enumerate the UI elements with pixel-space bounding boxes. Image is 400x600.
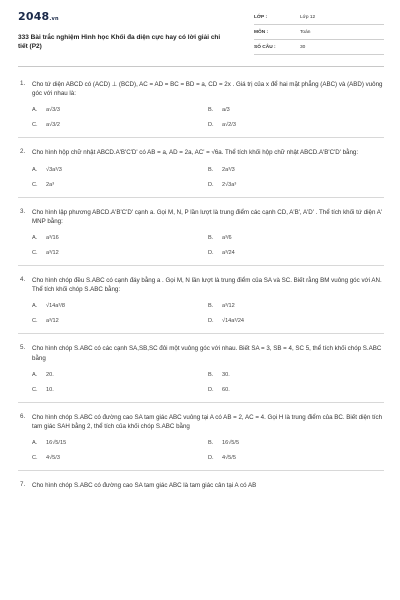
question-item [18,80,384,138]
option-value: a³/12 [46,318,59,325]
answer-option[interactable] [208,317,384,325]
option-value: 2a³ [46,181,55,188]
question-number: 1. [20,80,26,87]
answer-options [32,106,384,129]
option-label: D. [208,455,214,462]
answer-option[interactable] [208,454,384,462]
question-item [18,208,384,266]
option-value: √14a³/24 [222,318,245,325]
option-value: 10. [46,386,54,393]
question-number: 3. [20,207,26,215]
option-value: a³/12 [46,250,59,257]
option-label: D. [208,122,214,129]
question-list [18,80,384,508]
option-label: C. [32,455,38,462]
option-label: B. [208,440,214,447]
answer-options [32,166,384,189]
option-label: C. [32,318,38,325]
document-meta [254,14,384,59]
option-value: √14a³/8 [46,303,65,310]
answer-option[interactable] [32,181,208,189]
option-value: 4√5/5 [222,455,236,462]
answer-option[interactable] [32,386,208,394]
answer-option[interactable] [32,454,208,462]
meta-value: 30 [300,45,306,50]
answer-option[interactable] [32,166,208,174]
option-label: B. [208,107,214,114]
option-label: D. [208,181,214,188]
option-value: a³/16 [46,235,59,242]
question-text: Cho hình chóp S.ABC có đường cao SA tam giác ABC là tam giác cân tại A có AB [32,482,257,490]
meta-label: SỐ CÂU : [254,45,276,50]
answer-option[interactable] [208,249,384,257]
question-number: 6. [20,412,26,420]
question-text: Cho hình chóp S.ABC có các cạnh SA,SB,SC đôi một vuông góc với nhau. Biết SA = 3, SB = 4, SC 5, thể tích khối chóp S.ABC bằng [32,345,382,362]
option-label: A. [32,107,38,114]
question-item [18,344,384,402]
option-label: B. [208,235,214,242]
option-value: a³/24 [222,250,235,257]
option-value: a√3/3 [46,107,60,114]
question-text: Cho tứ diện ABCD có (ACD) ⊥ (BCD), AC = AD = BC = BD = a, CD = 2x . Giá trị của x để hai mặt phẳng (ABC) và (ABD) vuông góc với nhau là: [32,81,383,98]
question-item [18,413,384,471]
option-label: A. [32,166,38,173]
question-text: Cho hình chóp đều S.ABC có cạnh đáy bằng a . Gọi M, N lần lượt là trung điểm của SA và SC. Biết rằng BM vuông góc với AN. Thể tích khối chóp S.ABC bằng: [32,277,382,294]
option-label: C. [32,122,38,129]
question-item [18,276,384,334]
answer-option[interactable] [208,234,384,242]
question-text: Cho hình lập phương ABCD.A'B'C'D' cạnh a. Gọi M, N, P lần lượt là trung điểm các cạnh CD, A'B', A'D' . Thể tích khối tứ diện A' MNP bằng: [32,208,383,225]
option-value: a√3/2 [46,122,60,129]
meta-row-count [254,44,384,55]
meta-row-class [254,14,384,25]
answer-option[interactable] [208,106,384,114]
answer-option[interactable] [208,181,384,189]
option-label: A. [32,303,38,310]
answer-option[interactable] [208,439,384,447]
option-label: B. [208,371,214,378]
option-value: a/3 [222,107,230,114]
option-value: 20. [46,371,54,378]
answer-option[interactable] [32,121,208,129]
option-label: A. [32,440,38,447]
option-value: 4√5/3 [46,455,60,462]
option-value: 2√3a³ [222,181,237,188]
question-text: Cho hình chóp S.ABC có đường cao SA tam giác ABC vuông tại A có AB = 2, AC = 4. Gọi H là trung điểm của BC. Biết diện tích tam giác SAH bằng 2, thể tích của khối chóp S.ABC bằng [32,413,383,431]
answer-option[interactable] [208,371,384,379]
option-label: A. [32,235,38,242]
question-number: 4. [20,276,26,284]
answer-option[interactable] [32,439,208,447]
header-divider [18,66,384,67]
option-value: 2a³/3 [222,166,235,173]
document-title: 333 Bài trắc nghiệm Hình học Khối đa diện cực hay có lời giải chi tiết (P2) [18,34,221,50]
meta-value: Lớp 12 [300,15,316,20]
option-label: B. [208,166,214,173]
option-value: 60. [222,386,230,393]
option-label: A. [32,371,38,378]
document-header [18,10,384,62]
question-item [18,148,384,197]
option-label: D. [208,318,214,325]
logo-suffix: .vn [49,16,59,22]
option-value: √3a³/3 [46,166,62,173]
answer-options [32,234,384,257]
meta-row-subject [254,29,384,40]
answer-option[interactable] [208,166,384,174]
option-value: 30. [222,371,230,378]
option-value: 16√5/5 [222,440,240,447]
question-number: 2. [20,148,26,156]
question-item [18,481,384,498]
answer-options [32,439,384,462]
answer-option[interactable] [32,371,208,379]
option-value: a³/12 [222,303,235,310]
question-number: 7. [20,481,26,489]
option-label: D. [208,250,214,257]
answer-option[interactable] [32,106,208,114]
option-value: a√2/3 [222,122,236,129]
option-value: 16√5/15 [46,440,67,447]
question-text: Cho hình hộp chữ nhật ABCD.A'B'C'D' có AB = a, AD = 2a, AC' = √6a. Thể tích khối hộp chữ nhật ABCD.A'B'C'D' bằng: [32,149,359,157]
answer-options [32,371,384,394]
answer-option[interactable] [208,302,384,310]
question-number: 5. [20,344,26,352]
answer-option[interactable] [32,317,208,325]
answer-option[interactable] [32,234,208,242]
answer-option[interactable] [32,249,208,257]
option-label: D. [208,386,214,393]
site-logo[interactable] [18,10,59,23]
answer-options [32,302,384,325]
option-label: C. [32,181,38,188]
option-value: a³/6 [222,235,232,242]
option-label: C. [32,386,38,393]
answer-option[interactable] [208,386,384,394]
option-label: C. [32,250,38,257]
answer-option[interactable] [32,302,208,310]
option-label: B. [208,303,214,310]
meta-value: Toán [300,30,311,35]
logo-text: 2048 [18,10,50,23]
answer-option[interactable] [208,121,384,129]
meta-label: MÔN : [254,30,269,35]
meta-label: LỚP : [254,15,268,20]
